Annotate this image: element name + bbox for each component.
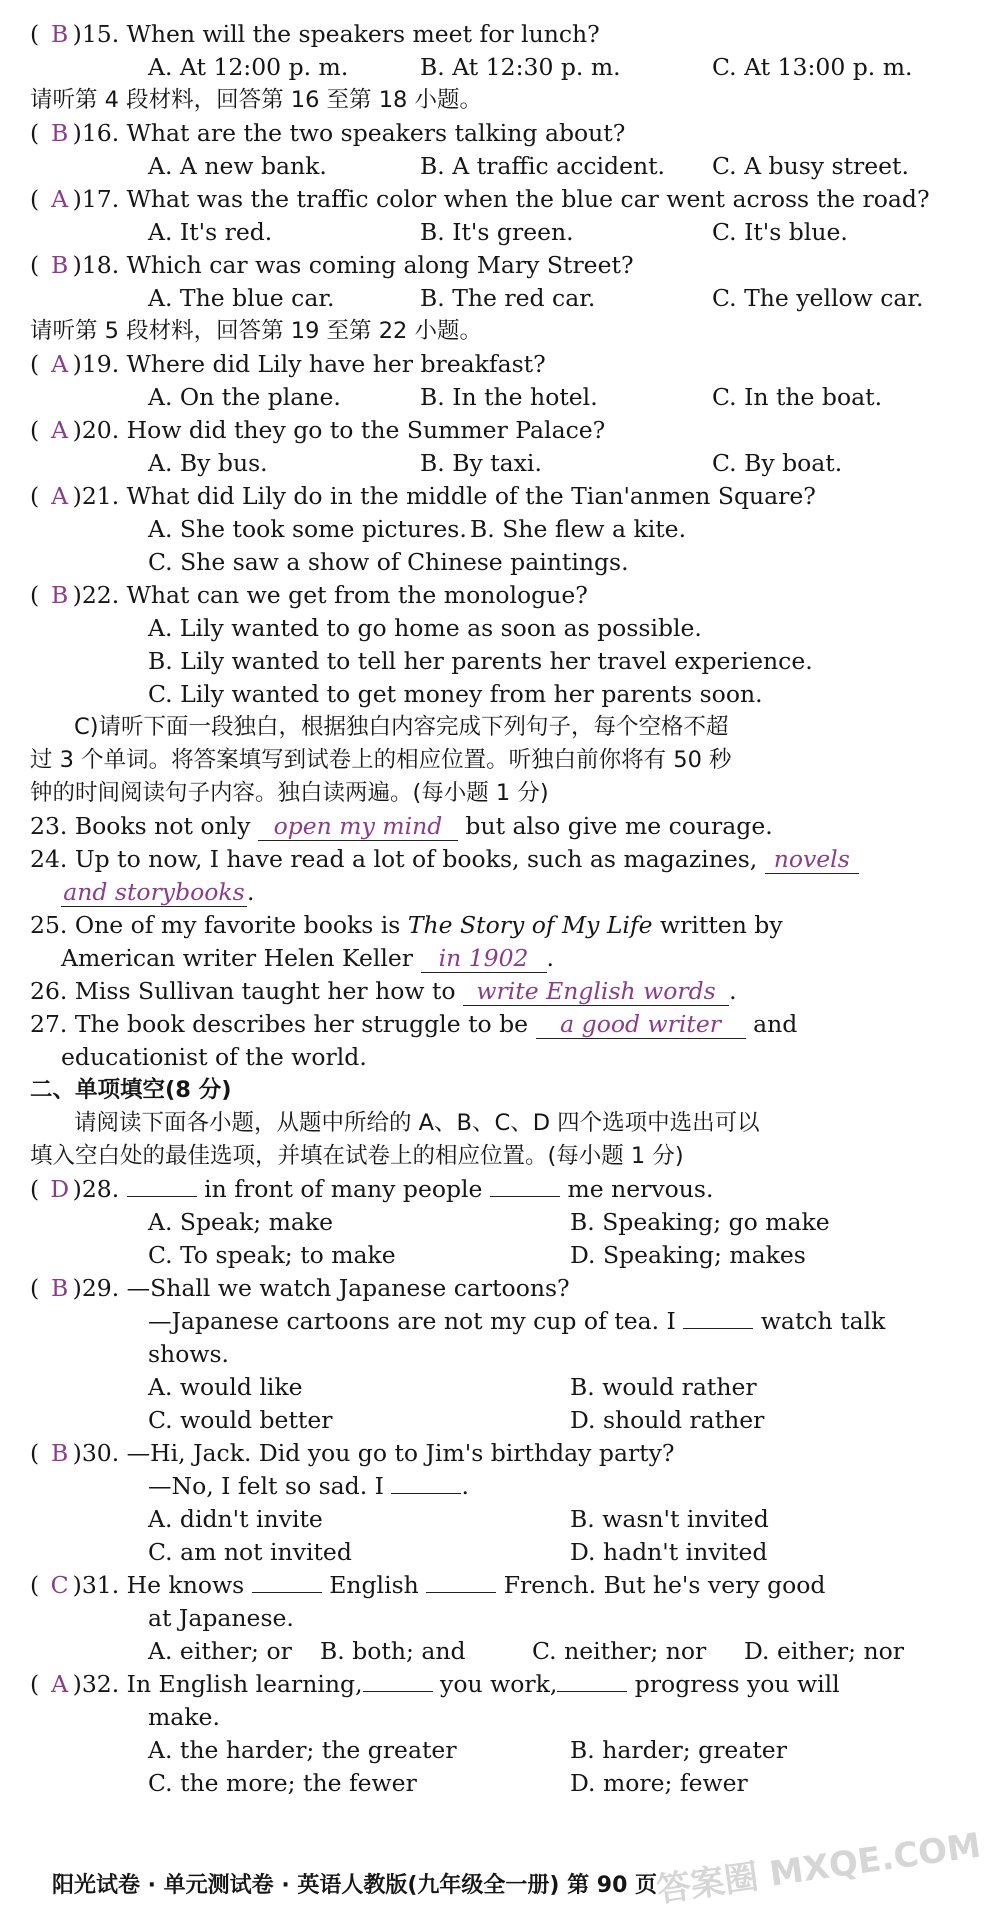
option-b: B. In the hotel. <box>420 383 598 411</box>
option-a: A. either; or <box>148 1637 292 1665</box>
question-text: you work, <box>440 1670 558 1698</box>
sentence-end: . <box>247 878 255 906</box>
question-23 <box>30 810 980 843</box>
blank-line <box>490 1174 560 1197</box>
question-26 <box>30 975 980 1008</box>
question-number: 21. <box>81 482 120 510</box>
section-4-instruction: 请听第 4 段材料，回答第 16 至第 18 小题。 <box>30 87 482 113</box>
option-c: C. The yellow car. <box>712 284 924 312</box>
option-b: B. She flew a kite. <box>470 515 687 543</box>
answer-mark: B <box>51 1274 69 1302</box>
option-b: B. harder; greater <box>570 1736 787 1764</box>
option-a: A. At 12:00 p. m. <box>148 53 349 81</box>
options-29-cd <box>30 1404 980 1437</box>
option-22-b: B. Lily wanted to tell her parents her travel experience. <box>148 647 813 675</box>
answer-fill: write English words <box>463 977 729 1006</box>
question-24-cont <box>30 876 980 909</box>
question-19: ( A )19. Where did Lily have her breakfast? <box>30 348 980 381</box>
answer-fill: novels <box>765 845 859 874</box>
question-25 <box>30 909 980 942</box>
option-c: C. At 13:00 p. m. <box>712 53 913 81</box>
part-c-instruction-3: 钟的时间阅读句子内容。独白读两遍。(每小题 1 分) <box>30 780 549 806</box>
answer-mark: D <box>50 1175 70 1203</box>
question-31-line-2: at Japanese. <box>148 1604 294 1632</box>
question-text: What was the traffic color when the blue car went across the road? <box>126 185 930 213</box>
option-d: D. Speaking; makes <box>570 1241 806 1269</box>
question-number: 30. <box>81 1439 120 1467</box>
answer-mark: A <box>51 185 69 213</box>
question-31: ( C )31. He knows English French. But he's very good <box>30 1569 980 1602</box>
option-c: C. A busy street. <box>712 152 909 180</box>
options-32-cd <box>30 1767 980 1800</box>
option-d: D. hadn't invited <box>570 1538 768 1566</box>
watermark-logo: 答案圈 MXQE.COM <box>654 1825 984 1911</box>
question-16: ( B )16. What are the two speakers talking about? <box>30 117 980 150</box>
answer-mark: B <box>51 1439 69 1467</box>
option-c: C. would better <box>148 1406 333 1434</box>
answer-fill: in 1902 <box>421 944 547 973</box>
section-5-instruction: 请听第 5 段材料，回答第 19 至第 22 小题。 <box>30 318 482 344</box>
question-18: ( B )18. Which car was coming along Mary Street? <box>30 249 980 282</box>
dialogue-line-2-end: . <box>461 1472 469 1500</box>
question-number: 15. <box>81 20 120 48</box>
option-a: A. On the plane. <box>148 383 341 411</box>
answer-mark: B <box>51 581 69 609</box>
option-a: A. She took some pictures. <box>148 515 467 543</box>
blank-line <box>363 1669 433 1692</box>
options-21 <box>30 513 980 546</box>
option-b: B. would rather <box>570 1373 757 1401</box>
option-b: B. Speaking; go make <box>570 1208 830 1236</box>
question-number: 19. <box>81 350 120 378</box>
sentence-end: and <box>753 1010 798 1038</box>
option-22-c: C. Lily wanted to get money from her parents soon. <box>148 680 763 708</box>
question-number: 16. <box>81 119 120 147</box>
question-text: When will the speakers meet for lunch? <box>126 20 600 48</box>
sentence-cont: American writer Helen Keller <box>61 944 414 972</box>
sentence-end: . <box>729 977 737 1005</box>
sentence-start: 26. Miss Sullivan taught her how to <box>30 977 456 1005</box>
question-17: ( A )17. What was the traffic color when the blue car went across the road? <box>30 183 980 216</box>
question-text: How did they go to the Summer Palace? <box>126 416 606 444</box>
option-d: D. either; nor <box>744 1637 904 1665</box>
question-number: 28. <box>81 1175 120 1203</box>
options-15 <box>30 51 980 84</box>
question-29: ( B )29. —Shall we watch Japanese cartoons? <box>30 1272 980 1305</box>
answer-mark: C <box>50 1571 69 1599</box>
page-footer: 阳光试卷 · 单元测试卷 · 英语人教版(九年级全一册) 第 90 页 <box>52 1873 658 1898</box>
answer-mark: A <box>51 482 69 510</box>
question-22: ( B )22. What can we get from the monologue? <box>30 579 980 612</box>
answer-mark: A <box>51 350 69 378</box>
option-a: A. Speak; make <box>148 1208 334 1236</box>
options-28-cd <box>30 1239 980 1272</box>
option-b: B. By taxi. <box>420 449 542 477</box>
options-31 <box>30 1635 980 1668</box>
option-b: B. It's green. <box>420 218 574 246</box>
options-21-c <box>30 546 980 579</box>
option-b: B. both; and <box>320 1637 466 1665</box>
option-c: C. neither; nor <box>532 1637 707 1665</box>
question-text: What are the two speakers talking about? <box>126 119 626 147</box>
question-text: Where did Lily have her breakfast? <box>126 350 546 378</box>
part-c-instruction-1: C)请听下面一段独白，根据独白内容完成下列句子，每个空格不超 <box>74 714 729 740</box>
question-text: Which car was coming along Mary Street? <box>126 251 634 279</box>
question-text: in front of many people <box>204 1175 483 1203</box>
option-b: B. wasn't invited <box>570 1505 769 1533</box>
sentence-end: . <box>546 944 555 972</box>
answer-mark: B <box>51 119 69 147</box>
options-17 <box>30 216 980 249</box>
options-18 <box>30 282 980 315</box>
question-text: In English learning, <box>126 1670 363 1698</box>
option-b: B. A traffic accident. <box>420 152 666 180</box>
question-30: ( B )30. —Hi, Jack. Did you go to Jim's birthday party? <box>30 1437 980 1470</box>
question-28: ( D )28. in front of many people me nervous. <box>30 1173 980 1206</box>
answer-mark: B <box>51 251 69 279</box>
blank-line <box>391 1471 461 1494</box>
book-title: The Story of My Life <box>407 911 653 939</box>
blank-line <box>683 1306 753 1329</box>
option-a: A. The blue car. <box>148 284 335 312</box>
part-2-instruction-2: 填入空白处的最佳选项，并填在试卷上的相应位置。(每小题 1 分) <box>30 1143 684 1169</box>
blank-line <box>557 1669 627 1692</box>
question-27-cont: educationist of the world. <box>61 1043 367 1071</box>
option-a: A. By bus. <box>148 449 268 477</box>
answer-mark: B <box>51 20 69 48</box>
blank-line <box>127 1174 197 1197</box>
question-number: 29. <box>81 1274 120 1302</box>
option-c: C. To speak; to make <box>148 1241 396 1269</box>
question-29-line-3: shows. <box>148 1340 229 1368</box>
question-20: ( A )20. How did they go to the Summer Palace? <box>30 414 980 447</box>
dialogue-line-1: —Hi, Jack. Did you go to Jim's birthday party? <box>126 1439 675 1467</box>
sentence-end: but also give me courage. <box>465 812 773 840</box>
part-2-instruction-1: 请阅读下面各小题，从题中所给的 A、B、C、D 四个选项中选出可以 <box>74 1110 760 1136</box>
question-text: He knows <box>126 1571 245 1599</box>
option-22-a: A. Lily wanted to go home as soon as possible. <box>148 614 702 642</box>
sentence-start: 23. Books not only <box>30 812 251 840</box>
answer-mark: A <box>51 416 69 444</box>
question-21: ( A )21. What did Lily do in the middle of the Tian'anmen Square? <box>30 480 980 513</box>
option-c: C. am not invited <box>148 1538 352 1566</box>
option-c: C. It's blue. <box>712 218 848 246</box>
options-16 <box>30 150 980 183</box>
question-text: French. But he's very good <box>503 1571 826 1599</box>
sentence-mid: written by <box>660 911 783 939</box>
question-32-line-2: make. <box>148 1703 220 1731</box>
exam-page <box>30 18 980 1800</box>
option-a: A. would like <box>148 1373 303 1401</box>
blank-line <box>426 1570 496 1593</box>
answer-fill: a good writer <box>536 1010 746 1039</box>
option-a: A. didn't invite <box>148 1505 323 1533</box>
question-number: 32. <box>81 1670 120 1698</box>
section-heading: 二、单项填空(8 分) <box>30 1077 232 1103</box>
blank-line <box>252 1570 322 1593</box>
question-30-line-2 <box>30 1470 980 1503</box>
option-c: C. In the boat. <box>712 383 883 411</box>
sentence-start: 25. One of my favorite books is <box>30 911 401 939</box>
question-text: What can we get from the monologue? <box>126 581 588 609</box>
answer-fill-cont: and storybooks <box>61 878 247 907</box>
options-29-ab <box>30 1371 980 1404</box>
sentence-start: 27. The book describes her struggle to be <box>30 1010 529 1038</box>
option-a: A. A new bank. <box>148 152 327 180</box>
question-text: progress you will <box>634 1670 840 1698</box>
question-number: 20. <box>81 416 120 444</box>
options-30-cd <box>30 1536 980 1569</box>
option-b: B. At 12:30 p. m. <box>420 53 621 81</box>
question-number: 18. <box>81 251 120 279</box>
option-c: C. By boat. <box>712 449 843 477</box>
dialogue-line-2-end: watch talk <box>760 1307 886 1335</box>
answer-fill: open my mind <box>258 812 458 841</box>
question-number: 22. <box>81 581 120 609</box>
option-d: D. should rather <box>570 1406 765 1434</box>
option-c: C. the more; the fewer <box>148 1769 417 1797</box>
question-15: ( B )15. When will the speakers meet for lunch? <box>30 18 980 51</box>
question-text: What did Lily do in the middle of the Tian'anmen Square? <box>126 482 816 510</box>
option-a: A. It's red. <box>148 218 273 246</box>
options-20 <box>30 447 980 480</box>
dialogue-line-2: —Japanese cartoons are not my cup of tea. I <box>148 1307 676 1335</box>
answer-mark: A <box>51 1670 69 1698</box>
question-number: 17. <box>81 185 120 213</box>
sentence-start: 24. Up to now, I have read a lot of books, such as magazines, <box>30 845 758 873</box>
question-25-cont <box>30 942 980 975</box>
question-24 <box>30 843 980 876</box>
options-28-ab <box>30 1206 980 1239</box>
option-d: D. more; fewer <box>570 1769 748 1797</box>
part-c-instruction-2: 过 3 个单词。将答案填写到试卷上的相应位置。听独白前你将有 50 秒 <box>30 747 732 773</box>
options-32-ab <box>30 1734 980 1767</box>
options-19 <box>30 381 980 414</box>
question-number: 31. <box>81 1571 120 1599</box>
question-text: English <box>329 1571 419 1599</box>
dialogue-line-1: —Shall we watch Japanese cartoons? <box>126 1274 570 1302</box>
dialogue-line-2: —No, I felt so sad. I <box>148 1472 384 1500</box>
question-27 <box>30 1008 980 1041</box>
option-a: A. the harder; the greater <box>148 1736 457 1764</box>
option-c: C. She saw a show of Chinese paintings. <box>148 548 629 576</box>
option-b: B. The red car. <box>420 284 596 312</box>
question-29-line-2 <box>30 1305 980 1338</box>
options-30-ab <box>30 1503 980 1536</box>
question-32: ( A )32. In English learning, you work, progress you will <box>30 1668 980 1701</box>
question-text-end: me nervous. <box>567 1175 714 1203</box>
